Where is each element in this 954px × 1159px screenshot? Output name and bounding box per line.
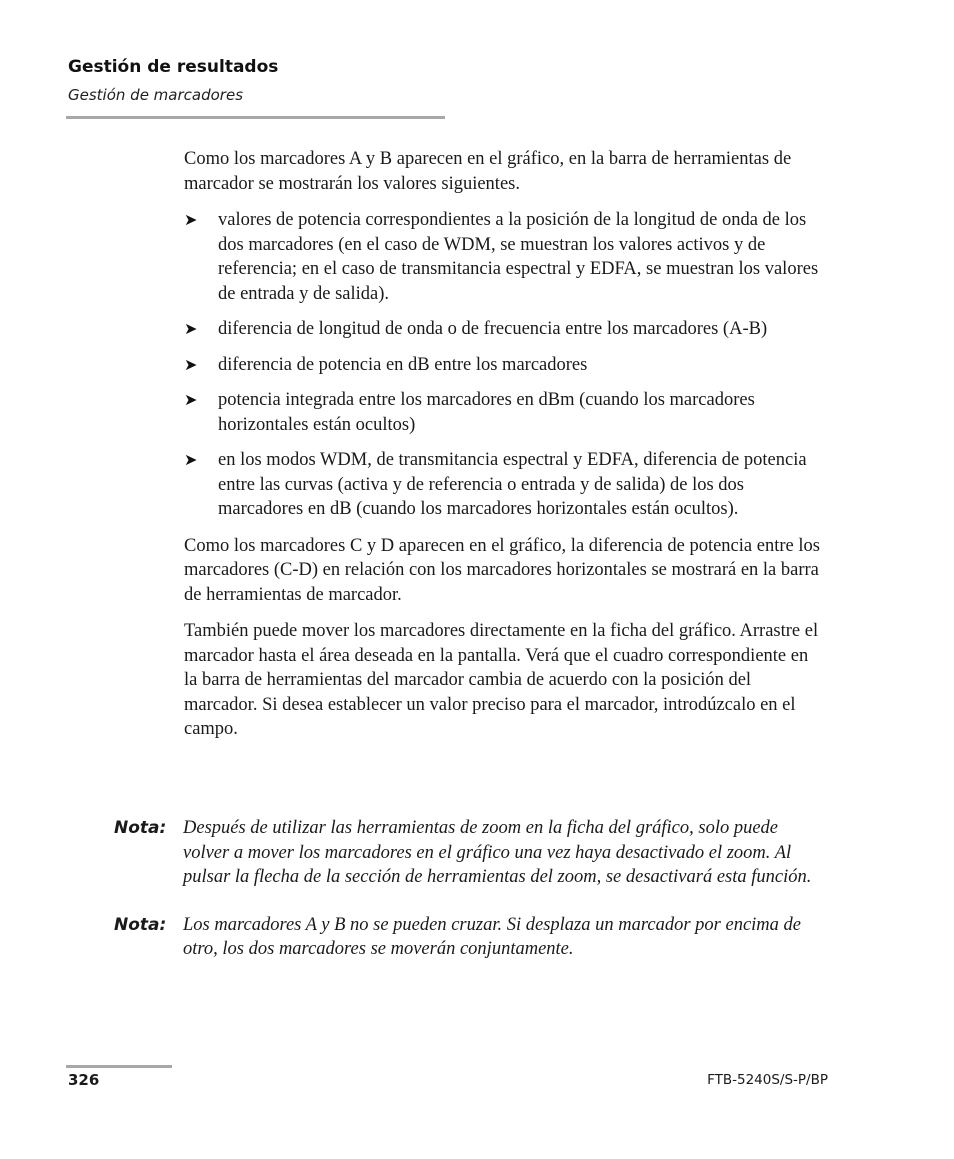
intro-paragraph: Como los marcadores A y B aparecen en el gráfico, en la barra de herramientas de marcador se mostrarán los valores siguientes.	[184, 149, 792, 194]
arrowhead-bullet-icon: ➤	[184, 319, 198, 338]
note-text: Después de utilizar las herramientas de zoom en la ficha del gráfico, solo puede volver a mover los marcadores en el gráfico una vez haya desactivado el zoom. Al pulsar la flecha de la sección de herramientas del zoom, se desactivará esta función.	[183, 818, 812, 887]
section-title: Gestión de resultados	[68, 57, 279, 77]
list-item	[184, 388, 820, 437]
list-item	[184, 448, 820, 522]
note-label: Nota:	[114, 818, 167, 838]
arrowhead-bullet-icon: ➤	[184, 390, 198, 409]
main-content	[184, 147, 820, 754]
page-number: 326	[68, 1071, 100, 1089]
list-item-text: potencia integrada entre los marcadores en dBm (cuando los marcadores horizontales están ocultos)	[218, 390, 755, 435]
list-item	[184, 353, 820, 378]
notes-section	[114, 816, 824, 985]
page-header	[68, 57, 278, 104]
markers-cd-paragraph: Como los marcadores C y D aparecen en el gráfico, la diferencia de potencia entre los marcadores (C-D) en relación con los marcadores horizontales se mostrará en la barra de herramientas de marcador.	[184, 535, 820, 605]
header-divider	[66, 116, 445, 119]
bullet-list	[184, 208, 820, 522]
list-item	[184, 317, 820, 342]
note-crossing	[114, 913, 824, 962]
arrowhead-bullet-icon: ➤	[184, 210, 198, 229]
list-item-text: valores de potencia correspondientes a la posición de la longitud de onda de los dos marcadores (en el caso de WDM, se muestran los valores activos y de referencia; en el caso de transmitancia espectral y EDFA, se muestran los valores de entrada y de salida).	[218, 210, 819, 304]
footer-divider	[66, 1065, 172, 1068]
document-id: FTB-5240S/S-P/BP	[707, 1072, 828, 1088]
list-item	[184, 208, 820, 306]
list-item-text: en los modos WDM, de transmitancia espectral y EDFA, diferencia de potencia entre las curvas (activa y de referencia o entrada y de salida) de los dos marcadores en dB (cuando los marcadores horizontales están ocultos).	[218, 450, 807, 519]
list-item-text: diferencia de longitud de onda o de frecuencia entre los marcadores (A-B)	[218, 319, 768, 339]
note-zoom	[114, 816, 824, 890]
note-label: Nota:	[114, 914, 167, 935]
move-markers-paragraph: También puede mover los marcadores directamente en la ficha del gráfico. Arrastre el marcador hasta el área deseada en la pantalla. Verá que el cuadro correspondiente en la barra de herramientas del marcador cambia de acuerdo con la posición del marcador. Si desea establecer un valor preciso para el marcador, introdúzcalo en el campo.	[184, 621, 819, 739]
arrowhead-bullet-icon: ➤	[184, 354, 198, 374]
list-item-text: diferencia de potencia en dB entre los marcadores	[218, 354, 588, 375]
section-subtitle: Gestión de marcadores	[68, 86, 244, 104]
note-text: Los marcadores A y B no se pueden cruzar. Si desplaza un marcador por encima de otro, los dos marcadores se moverán conjuntamente.	[183, 914, 801, 959]
arrowhead-bullet-icon: ➤	[184, 450, 198, 469]
